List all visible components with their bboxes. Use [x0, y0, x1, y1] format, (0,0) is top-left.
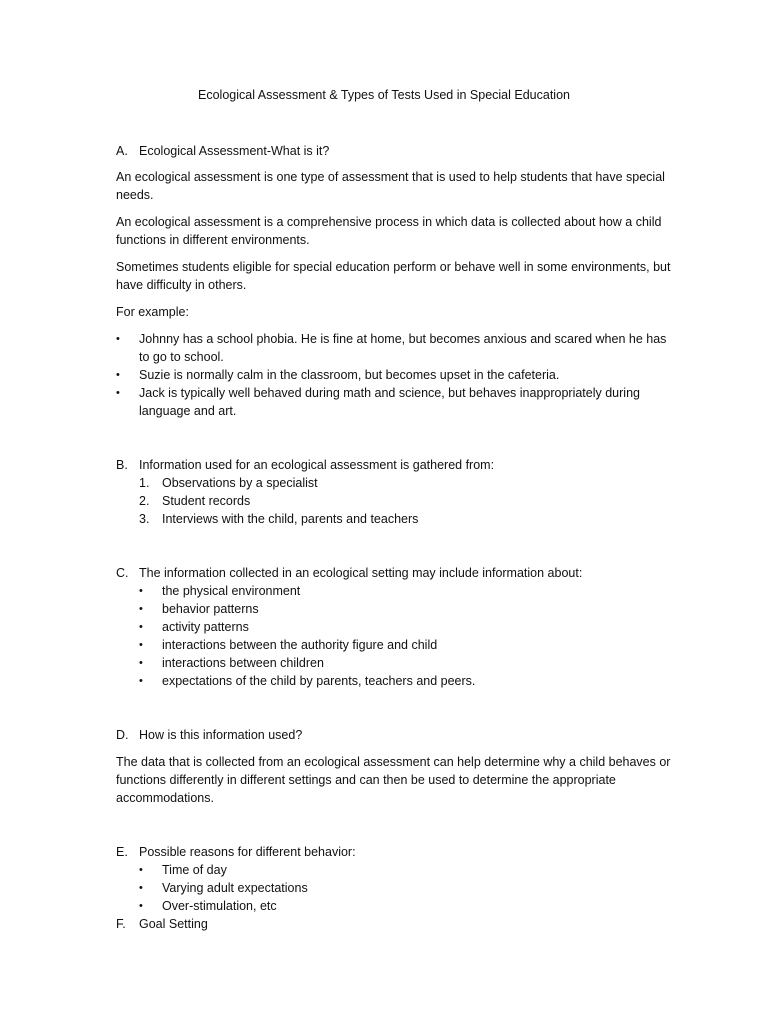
list-number: 3.	[139, 512, 150, 526]
bullet-icon: •	[116, 333, 120, 345]
list-item	[116, 861, 676, 879]
paragraph: An ecological assessment is a comprehensive process in which data is collected about how a child functions in different environments.	[116, 215, 662, 247]
bullet-list	[116, 582, 676, 690]
bullet-icon: •	[139, 657, 143, 669]
section-title: Possible reasons for different behavior:	[139, 845, 356, 859]
numbered-list	[116, 474, 676, 528]
section-letter: D.	[116, 728, 129, 742]
section-title: Information used for an ecological assessment is gathered from:	[139, 458, 495, 472]
list-item	[116, 618, 676, 636]
section-letter: E.	[116, 845, 128, 859]
list-item	[116, 330, 676, 366]
list-item	[116, 366, 676, 384]
list-item-text: Observations by a specialist	[162, 476, 318, 490]
list-item-text: Interviews with the child, parents and teachers	[162, 512, 419, 526]
section-letter: F.	[116, 917, 126, 931]
bullet-icon: •	[139, 882, 143, 894]
section-letter: C.	[116, 566, 129, 580]
section-title: The information collected in an ecological setting may include information about:	[139, 566, 583, 580]
list-number: 1.	[139, 476, 150, 490]
section-c-heading	[116, 564, 676, 582]
list-item	[116, 897, 676, 915]
section-letter: A.	[116, 144, 128, 158]
list-item	[116, 636, 676, 654]
bullet-icon: •	[139, 639, 143, 651]
bullet-icon: •	[116, 369, 120, 381]
paragraph: The data that is collected from an ecological assessment can help determine why a child behaves or functions differently in different settings and can then be used to determine the appropriate accommodations.	[116, 755, 671, 805]
list-item-text: the physical environment	[162, 584, 301, 598]
document-title: Ecological Assessment & Types of Tests Used in Special Education	[198, 88, 570, 102]
bullet-icon: •	[116, 387, 120, 399]
section-b-heading	[116, 456, 676, 474]
bullet-icon: •	[139, 585, 143, 597]
list-item	[116, 474, 676, 492]
section-title: How is this information used?	[139, 728, 303, 742]
list-item-text: Varying adult expectations	[162, 881, 308, 895]
list-item-text: Over-stimulation, etc	[162, 899, 277, 913]
section-d-heading	[116, 726, 676, 744]
list-number: 2.	[139, 494, 150, 508]
list-item	[116, 879, 676, 897]
list-item-text: interactions between children	[162, 656, 324, 670]
bullet-list	[116, 861, 676, 915]
list-item-text: activity patterns	[162, 620, 249, 634]
bullet-icon: •	[139, 621, 143, 633]
list-item	[116, 600, 676, 618]
list-item-text: Suzie is normally calm in the classroom, but becomes upset in the cafeteria.	[139, 368, 560, 382]
section-a-heading	[116, 142, 676, 160]
paragraph: For example:	[116, 305, 189, 319]
paragraph: Sometimes students eligible for special education perform or behave well in some environments, but have difficulty in others.	[116, 260, 671, 292]
list-item	[116, 384, 676, 420]
list-item-text: Jack is typically well behaved during math and science, but behaves inappropriately during language and art.	[139, 386, 640, 418]
section-e-heading	[116, 843, 676, 861]
list-item	[116, 492, 676, 510]
section-title: Ecological Assessment-What is it?	[139, 144, 330, 158]
list-item-text: Johnny has a school phobia. He is fine at home, but becomes anxious and scared when he has to go to school.	[139, 332, 667, 364]
paragraph: An ecological assessment is one type of assessment that is used to help students that have special needs.	[116, 170, 665, 202]
bullet-icon: •	[139, 864, 143, 876]
list-item-text: expectations of the child by parents, teachers and peers.	[162, 674, 476, 688]
document-body	[116, 142, 676, 933]
bullet-icon: •	[139, 900, 143, 912]
list-item	[116, 510, 676, 528]
section-letter: B.	[116, 458, 128, 472]
section-title: Goal Setting	[139, 917, 208, 931]
example-list	[116, 330, 676, 420]
list-item	[116, 582, 676, 600]
section-f-heading	[116, 915, 676, 933]
list-item-text: Student records	[162, 494, 251, 508]
list-item-text: interactions between the authority figure and child	[162, 638, 438, 652]
list-item-text: behavior patterns	[162, 602, 259, 616]
list-item	[116, 672, 676, 690]
list-item	[116, 654, 676, 672]
bullet-icon: •	[139, 603, 143, 615]
bullet-icon: •	[139, 675, 143, 687]
list-item-text: Time of day	[162, 863, 227, 877]
